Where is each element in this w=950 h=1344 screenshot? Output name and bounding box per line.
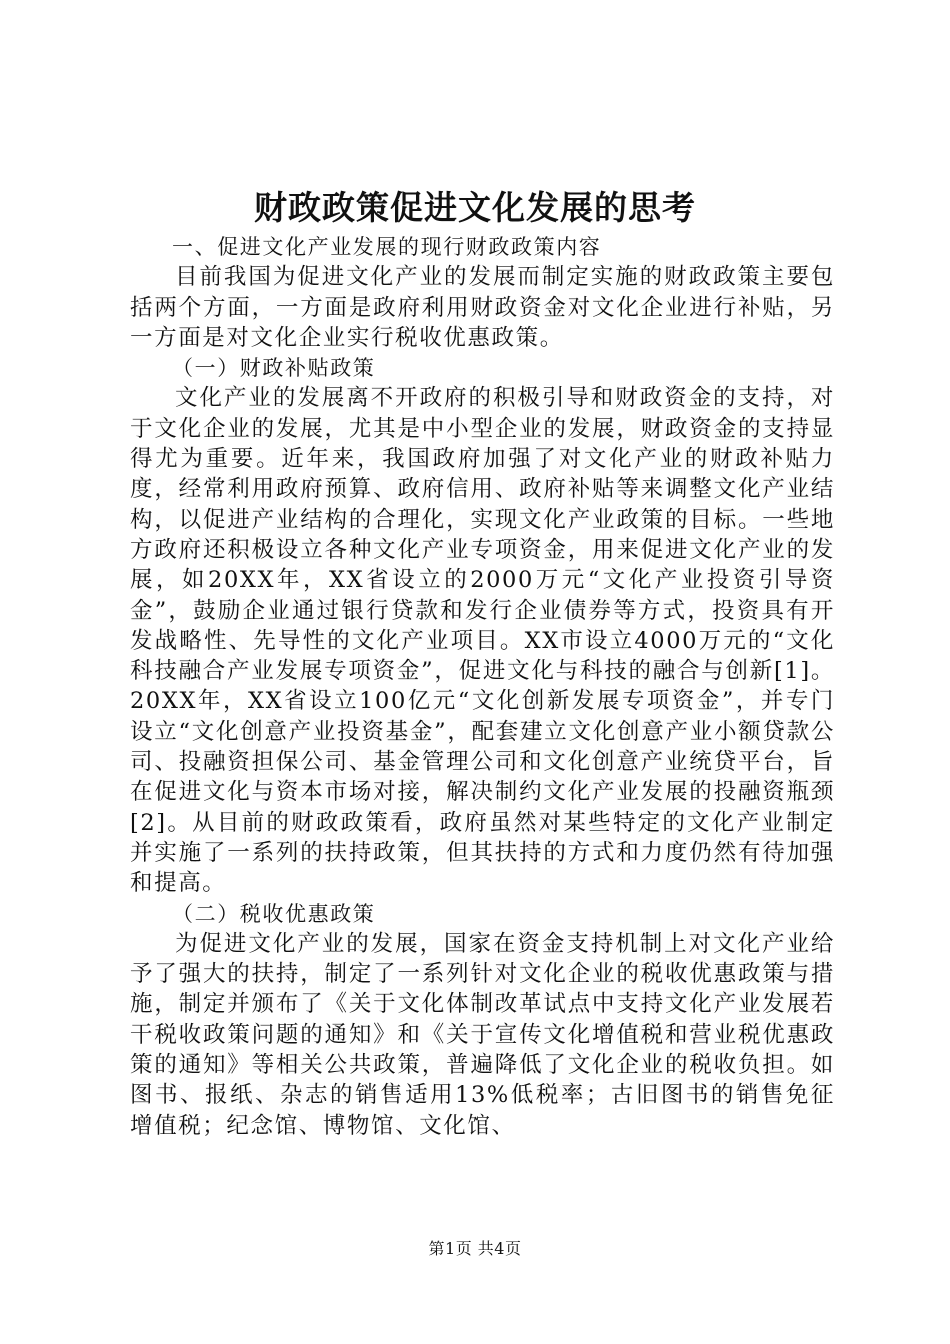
paragraph-tax: 为促进文化产业的发展，国家在资金支持机制上对文化产业给予了强大的扶持，制定了一系列针对文化企业的税收优惠政策与措施，制定并颁布了《关于文化体制改革试点中支持文化产业发展若干税收政策问题的通知》和《关于宣传文化增值税和营业税优惠政策的通知》等相关公共政策，普遍降低了文化企业的税收负担。如图书、报纸、杂志的销售适用13%低税率；古旧图书的销售免征增值税；纪念馆、博物馆、文化馆、: [130, 930, 835, 1139]
paragraph-subsidy: 文化产业的发展离不开政府的积极引导和财政资金的支持，对于文化企业的发展，尤其是中小型企业的发展，财政资金的支持显得尤为重要。近年来，我国政府加强了对文化产业的财政补贴力度，经常利用政府预算、政府信用、政府补贴等来调整文化产业结构，以促进产业结构的合理化，实现文化产业政策的目标。一些地方政府还积极设立各种文化产业专项资金，用来促进文化产业的发展，如20XX年，XX省设立的2000万元“文化产业投资引导资金”，鼓励企业通过银行贷款和发行企业债券等方式，投资具有开发战略性、先导性的文化产业项目。XX市设立4000万元的“文化科技融合产业发展专项资金”，促进文化与科技的融合与创新[1]。20XX年，XX省设立100亿元“文化创新发展专项资金”，并专门设立“文化创意产业投资基金”，配套建立文化创意产业小额贷款公司、投融资担保公司、基金管理公司和文化创意产业统贷平台，旨在促进文化与资本市场对接，解决制约文化产业发展的投融资瓶颈[2]。从目前的财政政策看，政府虽然对某些特定的文化产业制定并实施了一系列的扶持政策，但其扶持的方式和力度仍然有待加强和提高。: [130, 385, 835, 897]
subsection-heading-subsidy: （一）财政补贴政策: [172, 356, 376, 381]
section-heading-1: 一、促进文化产业发展的现行财政政策内容: [172, 235, 602, 259]
subsection-heading-tax: （二）税收优惠政策: [172, 901, 376, 926]
document-title: 财政政策促进文化发展的思考: [254, 188, 696, 227]
document-body: [130, 232, 835, 1141]
page-footer: 第1页 共4页: [428, 1239, 522, 1258]
paragraph-intro: 目前我国为促进文化产业的发展而制定实施的财政政策主要包括两个方面，一方面是政府利用财政资金对文化企业进行补贴，另一方面是对文化企业实行税收优惠政策。: [130, 264, 835, 351]
